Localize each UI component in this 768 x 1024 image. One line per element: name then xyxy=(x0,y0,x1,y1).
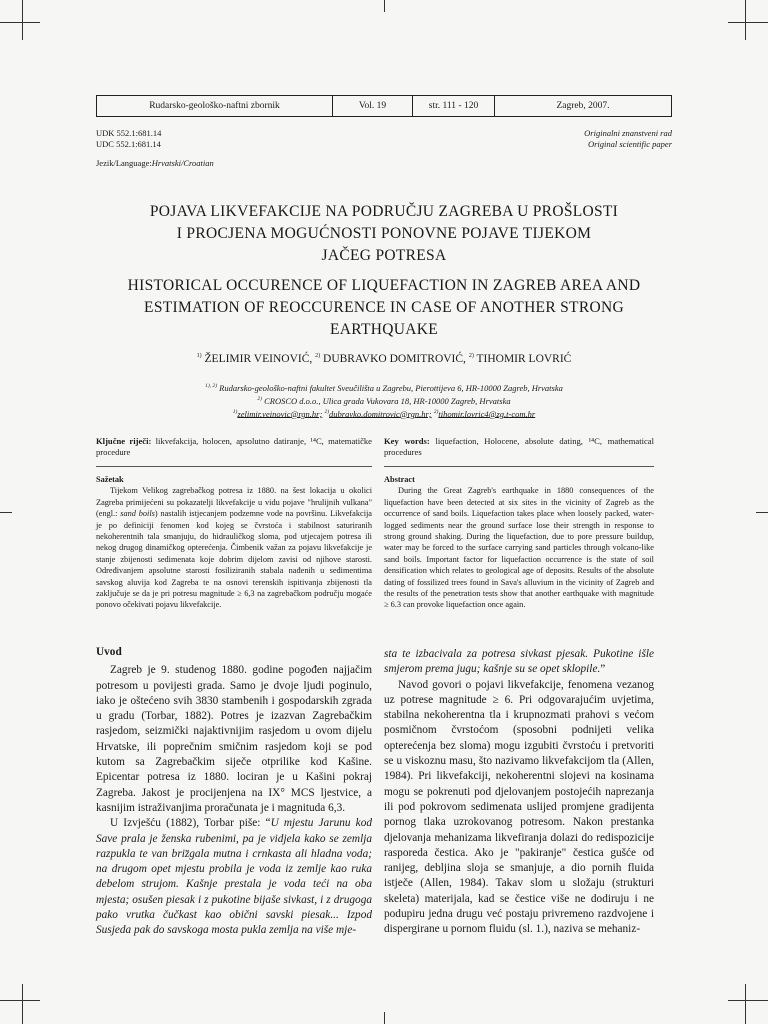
title-english xyxy=(80,275,688,341)
uvod-paragraph-2: U Izvješću (1882), Torbar piše: “U mjestu Jarunu kod Save prala je ženska rubenimi, pa je vidjela kako se zemlja razpukla te van briz̈gala mutna i crnkasta ali hladna voda; na drugom opet mjestu probila je voda iz zemlje kao ruka debelom strujom. Kašnje prestala je voda teći na oba mjesta; osušen piesak i z pukotine bijaše sivkast, i z drugoga pako vrutka čučkast kao obični savski piesak... Izpod Susjeda pak do savskoga mosta pukla zemlja na više mje- xyxy=(96,817,372,937)
sazetak-section xyxy=(96,474,372,611)
keywords-en xyxy=(384,436,654,459)
keywords-hr-text: likvefakcija, holocen, apsolutno datiranje, ¹⁴C, matematičke procedure xyxy=(96,436,373,458)
author-veinovic: ŽELIMIR VEINOVIĆ, xyxy=(204,353,313,365)
title-en-line: EARTHQUAKE xyxy=(330,321,438,338)
authors-line xyxy=(0,353,768,365)
author-sup: 2) xyxy=(468,353,474,360)
uvod-paragraph-1: Zagreb je 9. studenog 1880. godine pogođen najjačim potresom u povijesti grada. Samo je dvoje ljudi poginulo, iako je oštećeno svih 3830 stambenih i gospodarskih zgrada u gradu (Torbar, 1882). Potres je izazvan Zagrebačkim rasjedom, seizmički najaktivnijim rasjedom u ovom dijelu Hrvatske, ili poprečnim smičnim rasjedom koji se pod kutom sa Zagrebačkim siječe otprilike kod Kašine. Epicentar potresa iz 1880. lociran je u Kašini pokraj Zagreba. Jakost je procijenjena na IX° MCS ljestvice, a kasnijim istraživanjima proračunata je i magnituda 6,3. xyxy=(96,664,372,814)
udk-code: UDK 552.1:681.14 xyxy=(96,128,162,138)
crop-mark xyxy=(22,0,23,40)
keywords-en-label: Key words: xyxy=(384,436,430,446)
author-lovric: TIHOMIR LOVRIĆ xyxy=(476,353,572,365)
crop-mark xyxy=(745,984,746,1024)
keywords-hr xyxy=(96,436,372,459)
email-link[interactable]: dubravko.domitrovic@rgn.hr; xyxy=(329,408,432,419)
title-croatian xyxy=(80,201,688,267)
sazetak-heading: Sažetak xyxy=(96,475,124,484)
journal-place-year: Zagreb, 2007. xyxy=(556,101,610,111)
udc-block xyxy=(96,128,161,150)
registration-mark xyxy=(384,1012,385,1024)
paper-type-hr: Originalni znanstveni rad xyxy=(584,128,672,138)
title-en-line: ESTIMATION OF REOCCURENCE IN CASE OF ANOTHER STRONG xyxy=(144,299,624,316)
affiliations xyxy=(0,381,768,419)
abstract-text: During the Great Zagreb's earthquake in 1880 consequences of the liquefaction have been detected at six sites in the vicinity of Zagreb as the occurrence of sand boils. Liquefaction takes place when loosely packed, water-logged sediments near the ground surface lose their strength in response to strong ground shaking. During the liquefaction, due to pore pressure buildup, water may be forced to the surface carrying sand particles through volcano-like sand boils. Important factor for liquefaction occurrence is the state of soil densification which relates to geological age of deposits. Results of the absolute dating of fossilized trees found in Sava's alluvium in the vicinity of Zagreb and the results of the penetration tests show that another earthquake with magnitude ≥ 6.3 can provoke liquefaction once again. xyxy=(384,486,654,610)
author-domitrovic: DUBRAVKO DOMITROVIĆ, xyxy=(323,353,466,365)
crop-mark xyxy=(0,1000,40,1001)
author-sup: 1) xyxy=(196,353,202,360)
email-link[interactable]: tihomir.lovric4@zg.t-com.hr xyxy=(438,408,536,419)
liquefaction-paragraph: Navod govori o pojavi likvefakcije, fenomena vezanog uz potrese magnitude ≥ 6. Pri odgovarajućim uvjetima, stabilna nekoherentna tla i krupnozmati prahovi s većom posmičnom čvrstoćom (sposobni podnijeti velika opterećenja bez sloma) mogu izgubiti čvrstoću i pretvoriti se u viskoznu masu, što nazivamo likvefakcijom tla (Allen, 1984). Pri likvefakciji, nekoherentni slojevi na kosinama mogu se pokrenuti pod djelovanjem postojećih naprezanja ili pod pokrovom sedimenata uslijed promjene gradijenta pornog tlaka uzrokovanog potresom. Nakon prestanka djelovanja mehanizama likvefiranja dolazi do redispozicije rasporeda čestica. Ako je "pakiranje" čestica gušće od ranijeg, debljina sloja se smanjuje, a dio pornih fluida istječe (Allen, 1984). Takav slom u složaju (strukturi skeleta) materijala, kad se čestice više ne dodiruju i ne podupiru jedna drugu već postaju privremeno razdvojene i dispergirane u pornom fluidu (sl. 1.), naziva se mehaniz- xyxy=(384,678,654,936)
language-value: Hrvatski/Croatian xyxy=(151,158,214,168)
abstract-section xyxy=(384,474,654,611)
language-line xyxy=(96,158,214,169)
registration-mark xyxy=(384,0,385,12)
uvod-section xyxy=(96,645,372,939)
title-hr-line: JAČEG POTRESA xyxy=(321,247,447,264)
crop-mark xyxy=(728,22,768,23)
divider xyxy=(96,466,372,467)
author-sup: 2) xyxy=(315,353,321,360)
keywords-hr-label: Ključne riječi: xyxy=(96,436,152,446)
uvod-heading: Uvod xyxy=(96,646,122,658)
abstract-heading: Abstract xyxy=(384,475,415,484)
udc-code: UDC 552.1:681.14 xyxy=(96,139,161,149)
right-column-body xyxy=(384,647,654,938)
journal-header-table xyxy=(96,95,672,117)
journal-pages: str. 111 - 120 xyxy=(413,96,495,116)
sazetak-text: Tijekom Velikog zagrebačkog potresa iz 1880. na šest lokacija u okolici Zagreba primijećeni su pokazatelji likvefakcije u vidu pojave "hrulijnih vulkana" (engl.: sand boils) nastalih istjecanjem podzemne vode na površinu. Likvefakcija je po definiciji fenomen kod kojeg se čvrstoća i stabilnost saturiranih nekoherentnih tala smanjuju, do hidrauličkog sloma, pod utjecajem potresa ili nekog drugog dinamičkog opterećenja. Čimbenik važan za pojavu likvefakcije je stanje zbijenosti sedimenata koje dobrim dijelom zavisi od njihove starosti. Određivanjem apsolutne starosti fosiliziranih stabala nađenih u sedimentima savskog aluvija kod Zagreba te na osnovi terenskih ispitivanja zbijenosti tla zaključuje se da je pri potresu magnitude ≥ 6,3 na zagrebačkom području mogaće ponovo očekivati pojavu likvefakcije. xyxy=(96,486,372,610)
registration-mark xyxy=(756,512,768,513)
crop-mark xyxy=(745,0,746,40)
paper-type-en: Original scientific paper xyxy=(587,139,672,149)
title-hr-line: POJAVA LIKVEFAKCIJE NA PODRUČJU ZAGREBA U PROŠLOSTI xyxy=(149,203,619,220)
paper-type-block xyxy=(584,128,672,150)
divider xyxy=(384,466,654,467)
affiliation-rgn: $^{1), 2)}$ Rudarsko-geološko-naftni fakultet Sveučilišta u Zagrebu, Pierottijeva 6, HR-10000 Zagreb, Hrvatska xyxy=(205,382,563,393)
crop-mark xyxy=(0,22,40,23)
keywords-en-text: liquefaction, Holocene, absolute dating, ¹⁴C, mathematical procedures xyxy=(384,436,654,458)
crop-mark xyxy=(22,984,23,1024)
title-en-line: HISTORICAL OCCURENCE OF LIQUEFACTION IN ZAGREB AREA AND xyxy=(127,277,641,294)
language-label: Jezik/Language: xyxy=(96,158,152,168)
crop-mark xyxy=(728,1000,768,1001)
journal-volume: Vol. 19 xyxy=(333,96,413,116)
journal-name: Rudarsko-geološko-naftni zbornik xyxy=(97,96,333,116)
title-hr-line: I PROCJENA MOGUĆNOSTI PONOVNE POJAVE TIJEKOM xyxy=(176,225,592,242)
affiliation-crosco: $^{2)}$ CROSCO d.o.o., Ulica grada Vukovara 18, HR-10000 Zagreb, Hrvatska xyxy=(257,395,511,406)
author-emails: $^{1)}$zelimir.veinovic@rgn.hr; $^{2)}$dubravko.domitrovic@rgn.hr; $^{2)}$tihomir.lovric4@zg.t-com.hr xyxy=(232,408,536,419)
quote-continuation: sta te izbacivala za potresa sivkast pjesak. Pukotine išle smjerom prema jugu; kašnje su se opet sklopile.” xyxy=(384,648,654,676)
email-link[interactable]: zelimir.veinovic@rgn.hr; xyxy=(237,408,323,419)
registration-mark xyxy=(0,512,12,513)
